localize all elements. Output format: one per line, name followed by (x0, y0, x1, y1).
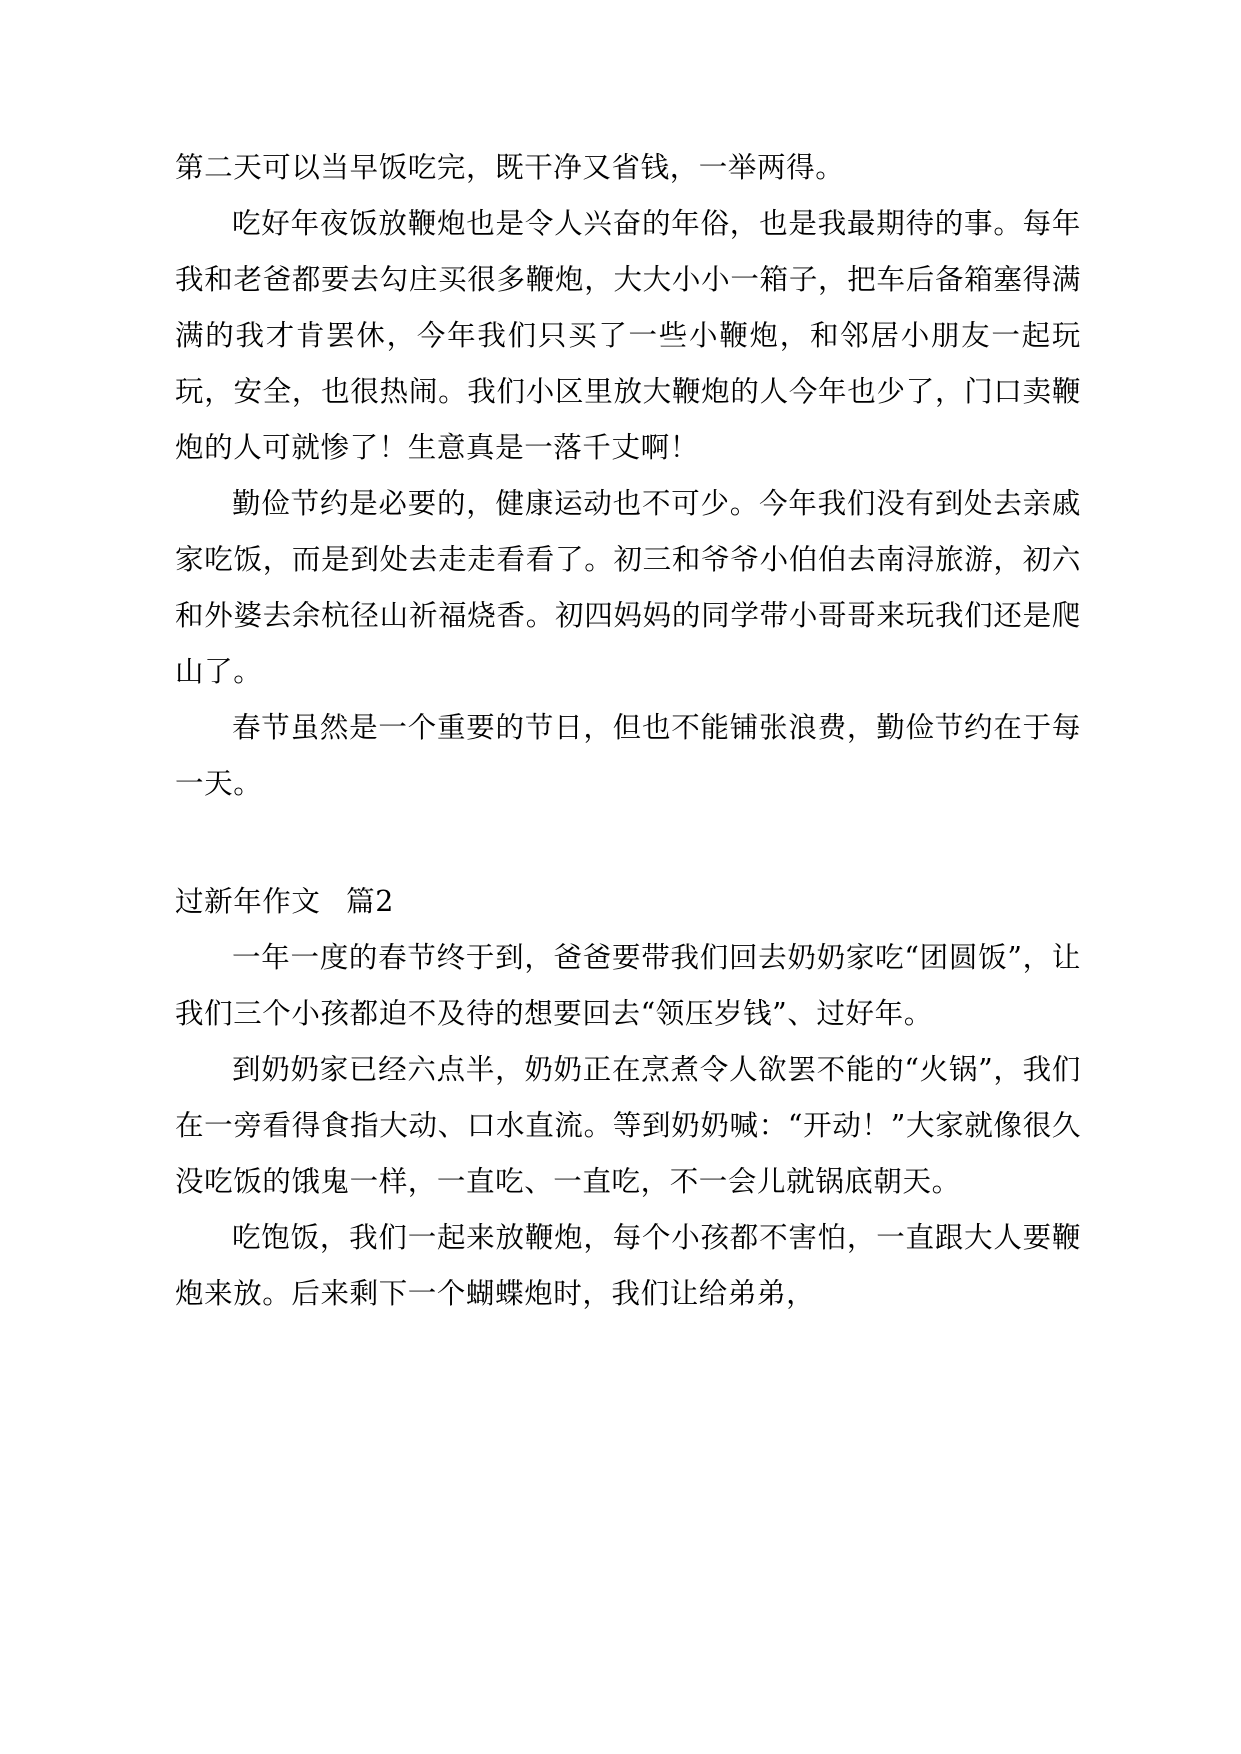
paragraph: 吃饱饭，我们一起来放鞭炮，每个小孩都不害怕，一直跟大人要鞭炮来放。后来剩下一个蝴蝶炮时，我们让给弟弟， (175, 1221, 1081, 1310)
paragraph: 春节虽然是一个重要的节日，但也不能铺张浪费，勤俭节约在于每一天。 (175, 711, 1081, 800)
paragraph: 勤俭节约是必要的，健康运动也不可少。今年我们没有到处去亲戚家吃饭，而是到处去走走看看了。初三和爷爷小伯伯去南浔旅游，初六和外婆去余杭径山祈福烧香。初四妈妈的同学带小哥哥来玩我们还是爬山了。 (175, 487, 1081, 688)
section-heading-number: 篇2 (346, 885, 394, 918)
paragraph: 一年一度的春节终于到，爸爸要带我们回去奶奶家吃“团圆饭”，让我们三个小孩都迫不及待的想要回去“领压岁钱”、过好年。 (175, 941, 1081, 1030)
paragraph: 到奶奶家已经六点半，奶奶正在烹煮令人欲罢不能的“火锅”，我们在一旁看得食指大动、口水直流。等到奶奶喊：“开动！”大家就像很久没吃饭的饿鬼一样，一直吃、一直吃，不一会儿就锅底朝天。 (175, 1053, 1081, 1198)
document-body (175, 140, 1081, 1322)
paragraph: 吃好年夜饭放鞭炮也是令人兴奋的年俗，也是我最期待的事。每年我和老爸都要去勾庄买很多鞭炮，大大小小一箱子，把车后备箱塞得满满的我才肯罢休，今年我们只买了一些小鞭炮，和邻居小朋友一起玩玩，安全，也很热闹。我们小区里放大鞭炮的人今年也少了，门口卖鞭炮的人可就惨了！生意真是一落千丈啊！ (175, 207, 1081, 464)
section-heading-title: 过新年作文 (175, 885, 321, 918)
paragraph-continued: 第二天可以当早饭吃完，既干净又省钱，一举两得。 (175, 151, 845, 184)
section-heading (175, 874, 1081, 930)
